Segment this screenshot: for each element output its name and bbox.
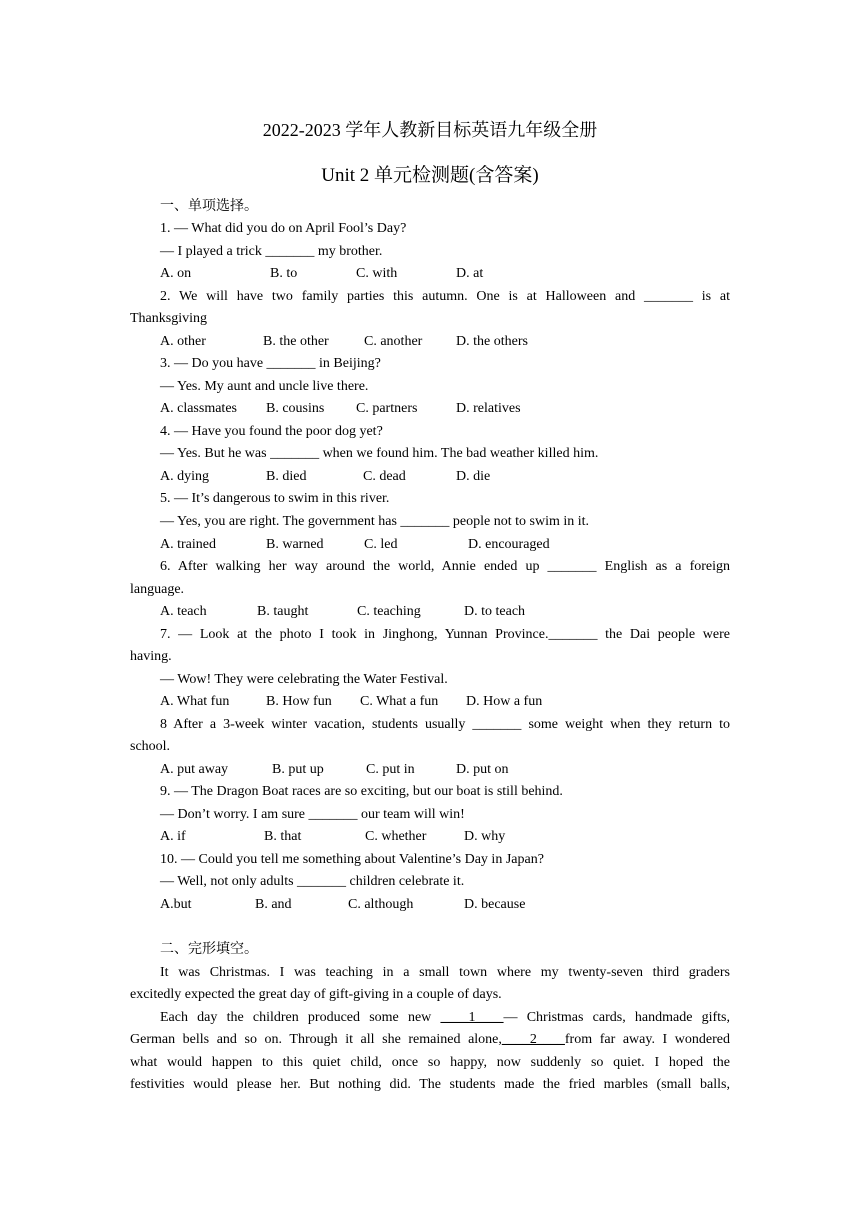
q3-option-a: A. classmates [160, 401, 237, 416]
q6-option-b: B. taught [257, 604, 309, 619]
q9-line2: — Don’t worry. I am sure _______ our team will win! [160, 807, 465, 822]
q7-line1: 7. — Look at the photo I took in Jinghong, Yunnan Province._______ the Dai people were [160, 627, 730, 642]
passage-p2-line1-b: — Christmas cards, handmade gifts, [503, 1010, 731, 1025]
q1-option-d: D. at [456, 266, 484, 281]
q9-line1: 9. — The Dragon Boat races are so exciting, but our boat is still behind. [160, 784, 563, 799]
q8-option-c: C. put in [366, 762, 415, 777]
q4-line1: 4. — Have you found the poor dog yet? [160, 424, 383, 439]
q10-line2: — Well, not only adults _______ children celebrate it. [160, 874, 465, 889]
passage-p1-line1: It was Christmas. I was teaching in a small town where my twenty-seven third graders [160, 965, 730, 980]
q10-option-d: D. because [464, 897, 526, 912]
passage-p2-line3: what would happen to this quiet child, once so happy, now suddenly so quiet. I hoped the [130, 1055, 730, 1070]
q1-option-b: B. to [270, 266, 298, 281]
q6-option-a: A. teach [160, 604, 207, 619]
q2-option-c: C. another [364, 334, 423, 349]
q9-option-c: C. whether [365, 829, 427, 844]
q2-line1: 2. We will have two family parties this autumn. One is at Halloween and _______ is at [160, 289, 730, 304]
document-subtitle: Unit 2 单元检测题(含答案) [321, 165, 539, 186]
q2-option-d: D. the others [456, 334, 528, 349]
document-title: 2022-2023 学年人教新目标英语九年级全册 [262, 120, 598, 140]
q7-option-a: A. What fun [160, 694, 230, 709]
q3-option-b: B. cousins [266, 401, 325, 416]
q5-line1: 5. — It’s dangerous to swim in this river. [160, 491, 390, 506]
q3-option-c: C. partners [356, 401, 418, 416]
q6-option-c: C. teaching [357, 604, 421, 619]
q10-option-a: A.but [160, 897, 192, 912]
q9-option-d: D. why [464, 829, 506, 844]
q4-option-d: D. die [456, 469, 491, 484]
passage-p2-line2 [130, 1030, 730, 1050]
q4-option-c: C. dead [363, 469, 406, 484]
q5-line2: — Yes, you are right. The government has _______ people not to swim in it. [160, 514, 590, 529]
q6-option-d: D. to teach [464, 604, 526, 619]
q7-option-c: C. What a fun [360, 694, 439, 709]
q10-line1: 10. — Could you tell me something about Valentine’s Day in Japan? [160, 852, 544, 867]
q10-option-c: C. although [348, 897, 414, 912]
q6-line2: language. [130, 582, 185, 597]
passage-p2-line2-a: German bells and so on. Through it all she remained alone, [130, 1032, 502, 1047]
passage-p1-line2: excitedly expected the great day of gift-giving in a couple of days. [130, 987, 502, 1002]
q10-option-b: B. and [255, 897, 292, 912]
q7-line2: having. [130, 649, 172, 664]
q4-option-b: B. died [266, 469, 307, 484]
q3-line1: 3. — Do you have _______ in Beijing? [160, 356, 381, 371]
q2-option-b: B. the other [263, 334, 329, 349]
q2-line2: Thanksgiving [130, 311, 207, 326]
q5-option-b: B. warned [266, 537, 324, 552]
q8-option-d: D. put on [456, 762, 509, 777]
q7-option-d: D. How a fun [466, 694, 543, 709]
cloze-blank-2: ____2____ [501, 1032, 565, 1047]
q5-option-d: D. encouraged [468, 537, 550, 552]
q5-option-c: C. led [364, 537, 398, 552]
q1-line2: — I played a trick _______ my brother. [160, 244, 383, 259]
q9-option-a: A. if [160, 829, 186, 844]
q4-option-a: A. dying [160, 469, 209, 484]
cloze-blank-1: ____1____ [440, 1010, 504, 1025]
q9-option-b: B. that [264, 829, 302, 844]
q6-line1: 6. After walking her way around the world, Annie ended up _______ English as a foreign [160, 559, 730, 574]
q1-option-c: C. with [356, 266, 398, 281]
section1-heading: 一、单项选择。 [160, 199, 258, 214]
passage-p2-line1-a: Each day the children produced some new [160, 1010, 432, 1025]
q8-option-b: B. put up [272, 762, 324, 777]
q4-line2: — Yes. But he was _______ when we found him. The bad weather killed him. [160, 446, 599, 461]
q5-option-a: A. trained [160, 537, 216, 552]
q1-line1: 1. — What did you do on April Fool’s Day? [160, 221, 407, 236]
passage-p2-line1 [160, 1008, 730, 1028]
q8-line1: 8 After a 3-week winter vacation, students usually _______ some weight when they return to [160, 717, 730, 732]
q8-line2: school. [130, 739, 171, 754]
passage-p2-line2-b: from far away. I wondered [564, 1032, 730, 1047]
q7-line3: — Wow! They were celebrating the Water Festival. [160, 672, 448, 687]
q2-option-a: A. other [160, 334, 206, 349]
passage-p2-line4: festivities would please her. But nothing did. The students made the fried marbles (small balls, [130, 1077, 730, 1092]
q1-option-a: A. on [160, 266, 192, 281]
q3-line2: — Yes. My aunt and uncle live there. [160, 379, 369, 394]
section2-heading: 二、完形填空。 [160, 942, 258, 957]
q3-option-d: D. relatives [456, 401, 521, 416]
q8-option-a: A. put away [160, 762, 229, 777]
q7-option-b: B. How fun [266, 694, 332, 709]
